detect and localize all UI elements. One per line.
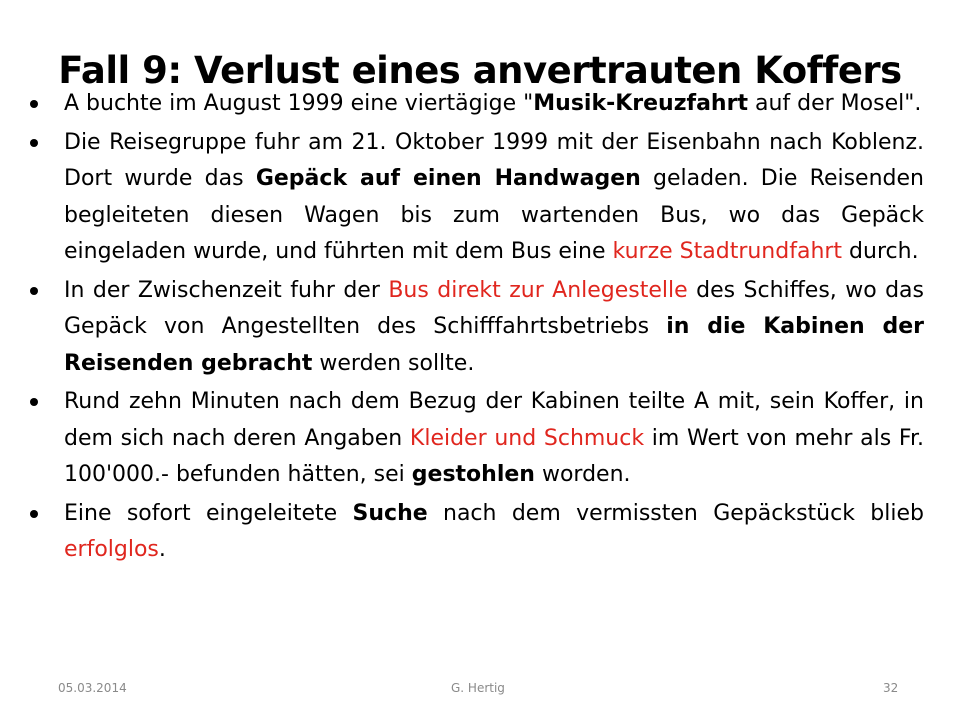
highlighted-text-segment: kurze Stadtrundfahrt	[612, 239, 843, 264]
text-segment: A buchte im August 1999 eine viertägige "	[64, 91, 534, 116]
slide-title: Fall 9: Verlust eines anvertrauten Koffers	[58, 48, 902, 92]
bullet-item	[28, 86, 924, 123]
highlighted-text-segment: Kleider und Schmuck	[409, 425, 645, 451]
text-segment: auf der Mosel".	[747, 91, 922, 116]
bold-text-segment: Musik-Kreuzfahrt	[533, 91, 748, 116]
bold-text-segment: in die Kabinen der Reisenden gebracht	[64, 314, 924, 376]
text-segment: Eine sofort eingeleitete	[64, 500, 353, 526]
text-segment: .	[158, 537, 166, 562]
text-segment: Rund zehn Minuten nach dem Bezug der Kabinen teilte A mit, sein Koffer, in dem sich nach deren Angaben	[64, 389, 924, 451]
bullet-list	[28, 86, 924, 571]
text-segment: werden sollte.	[312, 350, 475, 376]
bullet-dot-icon	[30, 100, 38, 108]
bold-text-segment: Gepäck auf einen Handwagen	[255, 166, 641, 191]
footer-page-number: 32	[883, 681, 899, 695]
bullet-dot-icon	[30, 398, 38, 406]
bold-text-segment: gestohlen	[411, 462, 535, 487]
text-segment: nach dem vermissten Gepäckstück blieb	[427, 500, 924, 526]
bullet-dot-icon	[30, 139, 38, 147]
text-segment: In der Zwischenzeit fuhr der	[64, 277, 389, 303]
bullet-dot-icon	[30, 287, 38, 295]
bullet-item	[28, 496, 924, 569]
footer-author: G. Hertig	[451, 681, 505, 695]
text-segment: worden.	[534, 462, 631, 487]
bullet-item	[28, 273, 924, 383]
bullet-item	[28, 125, 924, 271]
text-segment: im Wert von mehr als Fr. 100'000.- befunden hätten, sei	[64, 425, 924, 487]
text-segment: des Schiffes, wo das Gepäck von Angestellten des Schifffahrtsbetriebs	[64, 277, 924, 339]
bold-text-segment: Suche	[352, 500, 428, 526]
highlighted-text-segment: erfolglos	[64, 537, 159, 562]
text-segment: durch.	[842, 239, 919, 264]
text-segment: geladen. Die Reisenden begleiteten diesen Wagen bis zum wartenden Bus, wo das Gepäck eingeladen wurde, und führten mit dem Bus eine	[64, 166, 924, 264]
highlighted-text-segment: Bus direkt zur Anlegestelle	[388, 277, 688, 303]
bullet-dot-icon	[30, 510, 38, 518]
footer-date: 05.03.2014	[58, 681, 127, 695]
bullet-item	[28, 384, 924, 494]
text-segment: Die Reisegruppe fuhr am 21. Oktober 1999 mit der Eisenbahn nach Koblenz. Dort wurde das	[64, 129, 924, 191]
